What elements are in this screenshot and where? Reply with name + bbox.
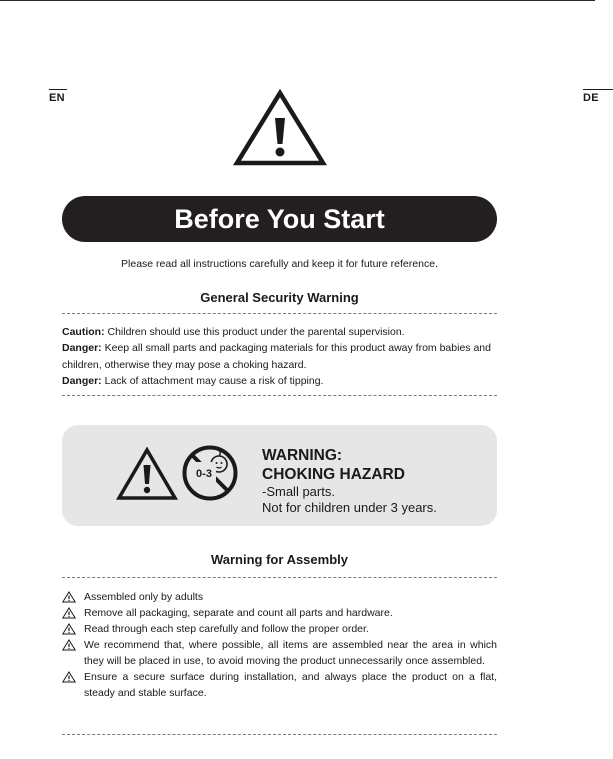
warning-text: Lack of attachment may cause a risk of tipping. [101, 374, 324, 387]
security-warning-list [62, 324, 497, 389]
caution-triangle-icon [62, 623, 76, 635]
security-warning-item [62, 340, 497, 373]
assembly-warning-list [62, 589, 497, 701]
assembly-warning-item [62, 605, 497, 621]
warning-triangle-icon [233, 88, 327, 168]
warning-label: Caution: [62, 326, 105, 338]
security-warning-item [62, 324, 497, 340]
assembly-warning-text: Read through each step carefully and follow the proper order. [84, 623, 369, 635]
language-tab-bar [583, 89, 613, 90]
assembly-warning-text: Remove all packaging, separate and count all parts and hardware. [84, 607, 393, 619]
language-tab-label: EN [49, 92, 65, 104]
language-tab-bar [49, 89, 67, 90]
assembly-warning-text: We recommend that, where possible, all items are assembled near the area in which they will be placed in use, to avoid moving the product unnecessarily once assembled. [84, 639, 497, 667]
assembly-warning-text: Ensure a secure surface during installation, and always place the product on a flat, steady and stable surface. [84, 671, 497, 699]
top-border-line [0, 0, 595, 1]
caution-triangle-icon [62, 591, 76, 603]
assembly-warning-text: Assembled only by adults [84, 591, 204, 603]
choking-title-line2: CHOKING HAZARD [262, 466, 405, 483]
language-tab-en [49, 89, 67, 104]
assembly-warning-item [62, 589, 497, 605]
page-title-banner [62, 196, 497, 242]
choking-line1: -Small parts. [262, 484, 335, 499]
assembly-warning-item [62, 621, 497, 637]
caution-triangle-icon [62, 639, 76, 651]
caution-triangle-icon [62, 671, 76, 683]
choking-line2: Not for children under 3 years. [262, 500, 437, 515]
security-heading: General Security Warning [200, 290, 359, 305]
page-title: Before You Start [174, 203, 385, 234]
language-tab-de [583, 89, 613, 104]
warning-triangle-icon [116, 447, 178, 501]
choking-title-line1: WARNING: [262, 447, 343, 464]
choking-hazard-panel [62, 425, 497, 526]
caution-triangle-icon [62, 607, 76, 619]
age-label-box [192, 462, 216, 486]
security-warning-item [62, 373, 497, 389]
assembly-heading: Warning for Assembly [210, 552, 348, 567]
language-tab-label: DE [583, 92, 599, 104]
warning-text: Keep all small parts and packaging materials for this product away from babies and children, otherwise they may pose a choking hazard. [62, 342, 491, 371]
warning-label: Danger: [62, 342, 102, 355]
divider [62, 577, 497, 578]
age-label: 0-3 [196, 468, 212, 480]
warning-label: Danger: [62, 374, 102, 387]
intro-text: Please read all instructions carefully and keep it for future reference. [121, 258, 438, 270]
warning-text: Children should use this product under the parental supervision. [104, 326, 405, 338]
divider [62, 313, 497, 314]
assembly-warning-item [62, 637, 497, 669]
divider [62, 734, 497, 735]
divider [62, 395, 497, 396]
assembly-warning-item [62, 669, 497, 701]
choking-hazard-text [262, 446, 492, 516]
